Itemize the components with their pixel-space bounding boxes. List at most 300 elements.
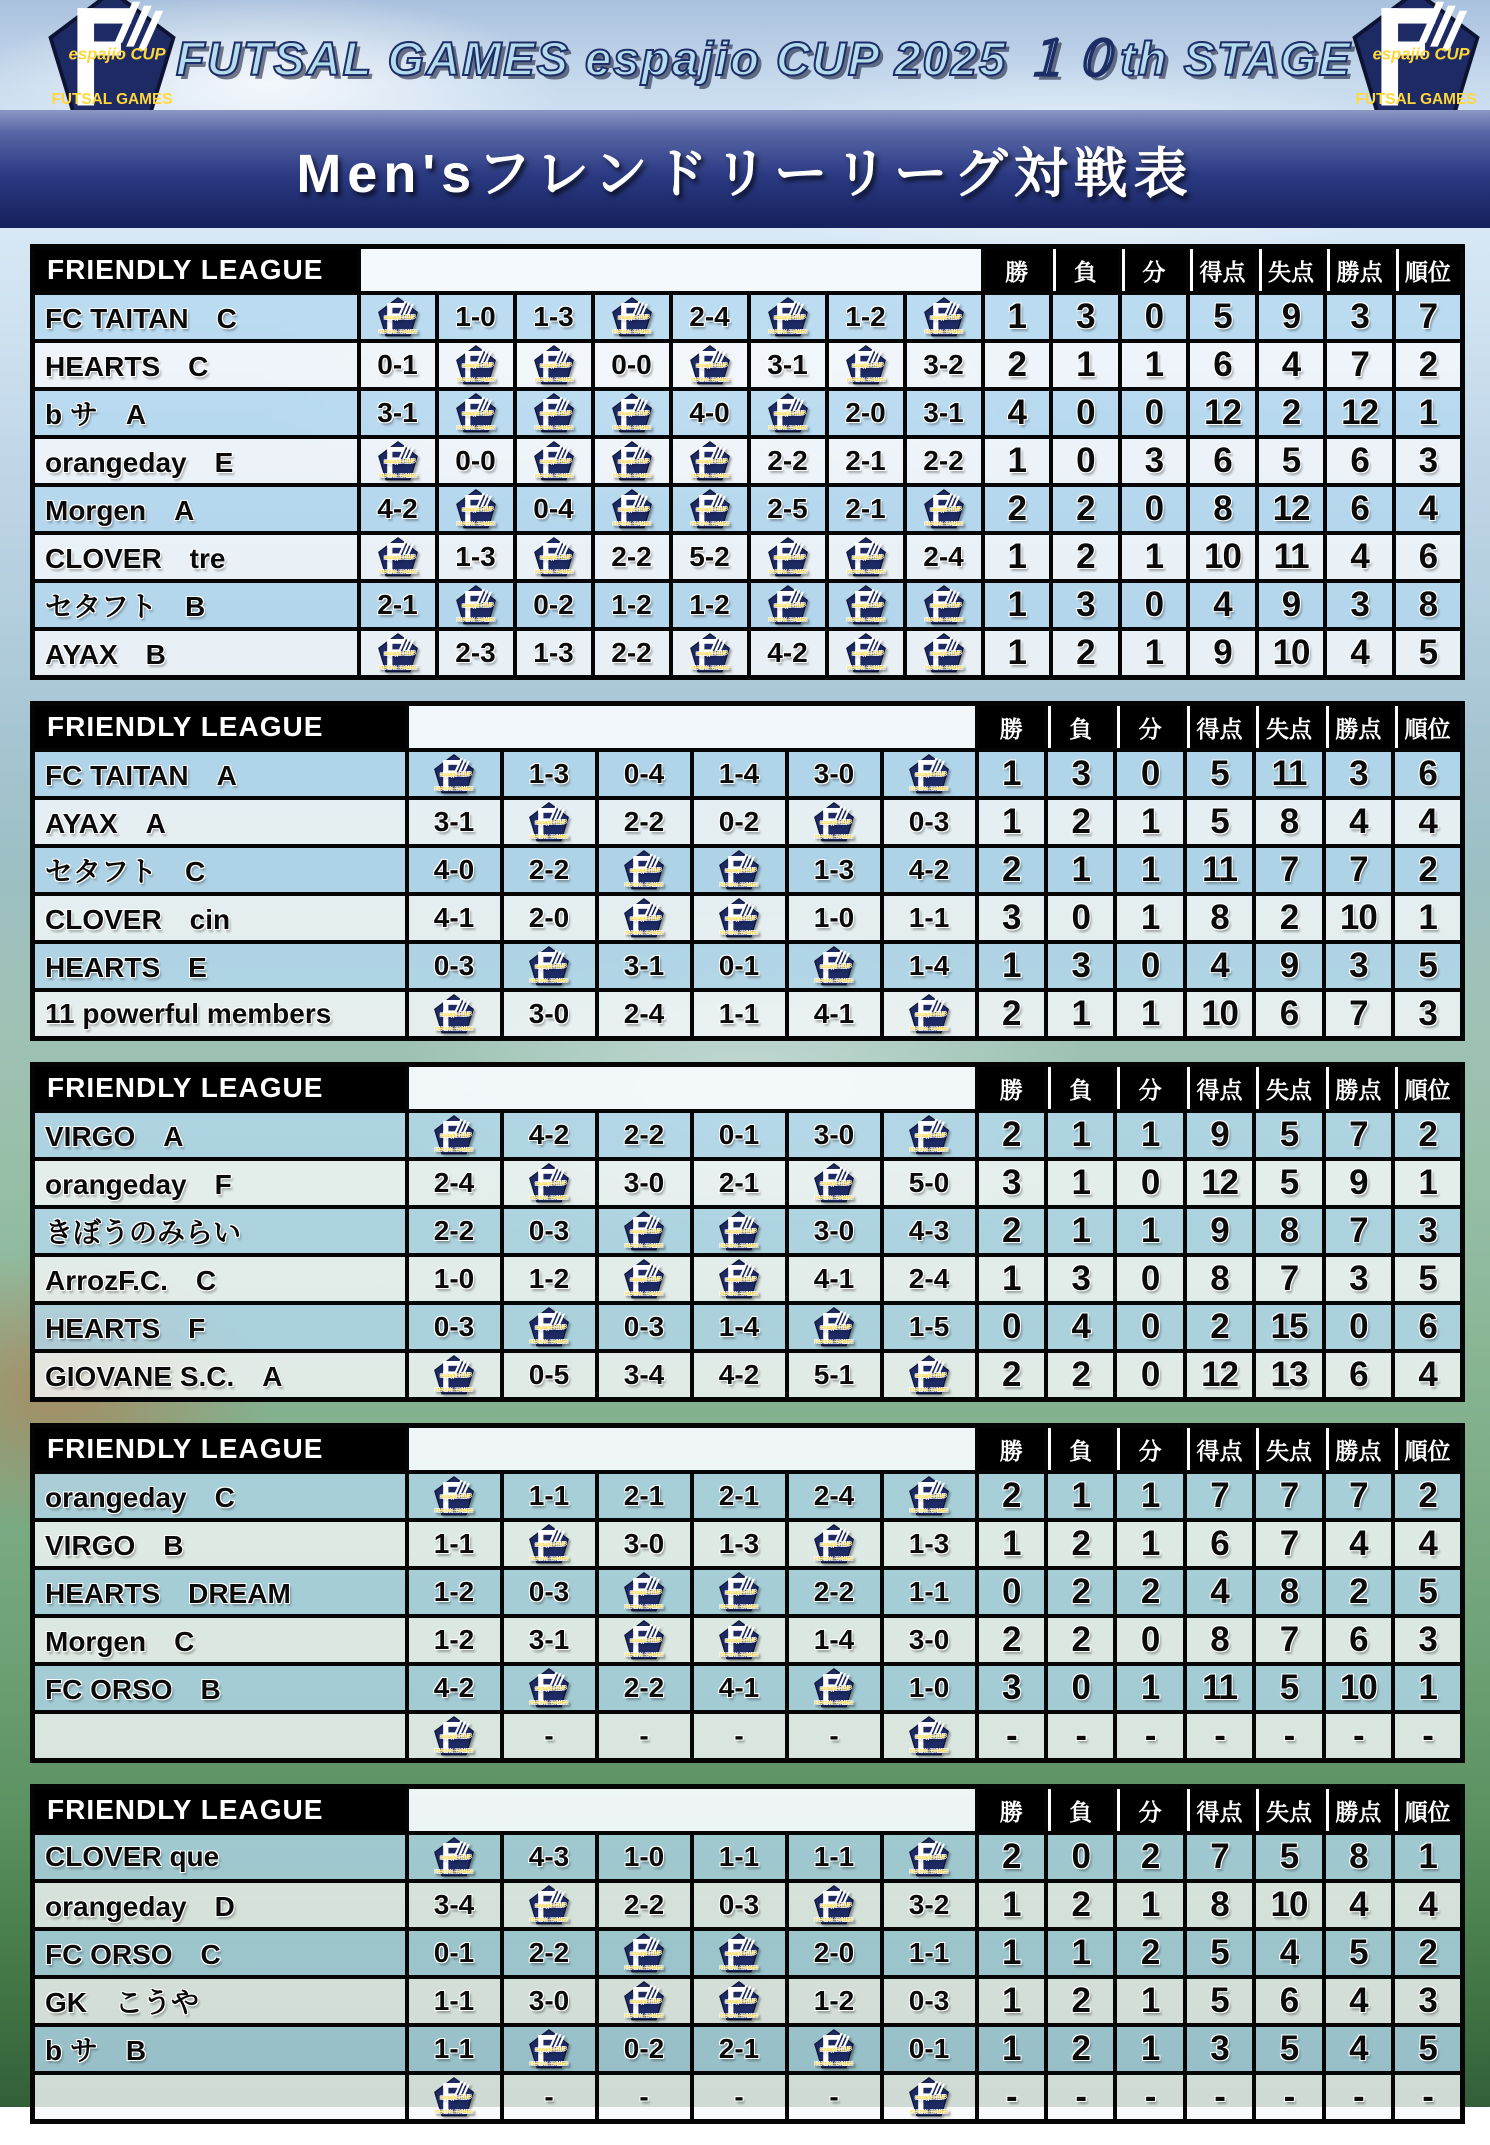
stat-cell: 2 (1257, 389, 1326, 437)
stat-header: 得点 (1185, 1065, 1254, 1112)
stat-header: 勝点 (1325, 247, 1394, 294)
stat-cell: 5 (1393, 942, 1462, 990)
match-logo-cell (827, 533, 905, 581)
match-score-cell: 3-0 (597, 1159, 692, 1207)
match-score-cell: 1-2 (407, 1616, 502, 1664)
match-logo-cell (905, 629, 983, 678)
svg-text:FUTSAL GAMES: FUTSAL GAMES (378, 570, 417, 575)
match-score-cell: 2-2 (502, 846, 597, 894)
team-row (33, 389, 1463, 437)
stat-header: 勝点 (1324, 1787, 1393, 1834)
stat-cell: 7 (1185, 1472, 1254, 1520)
svg-text:FUTSAL GAMES: FUTSAL GAMES (625, 1605, 663, 1610)
team-row (33, 1712, 1463, 1761)
espajio-cup-logo-icon (612, 393, 652, 433)
match-logo-cell (905, 485, 983, 533)
match-logo-cell (692, 1207, 787, 1255)
stat-cell: 1 (1115, 990, 1184, 1039)
match-score-cell: 4-1 (407, 894, 502, 942)
match-score-cell: 1-1 (407, 2025, 502, 2073)
svg-text:FUTSAL GAMES: FUTSAL GAMES (720, 1966, 758, 1971)
match-score-cell: 2-1 (692, 1159, 787, 1207)
stat-header: 失点 (1254, 1787, 1323, 1834)
stat-cell: 2 (1046, 1520, 1115, 1568)
match-score-cell: 1-5 (882, 1303, 977, 1351)
stat-cell: 3 (1324, 1255, 1393, 1303)
stat-cell: 1 (1046, 1207, 1115, 1255)
table-header-row (33, 1065, 1463, 1112)
stat-cell: 2 (977, 1833, 1046, 1881)
match-logo-cell (593, 485, 671, 533)
svg-text:FUTSAL GAMES: FUTSAL GAMES (530, 1340, 568, 1345)
match-score-cell: 1-2 (671, 581, 749, 629)
match-logo-cell (407, 1351, 502, 1400)
stat-cell: 12 (1325, 389, 1394, 437)
svg-text:espajio CUP: espajio CUP (630, 1590, 661, 1596)
match-score-cell: 2-1 (692, 1472, 787, 1520)
match-logo-cell (692, 894, 787, 942)
stat-cell: 10 (1254, 1881, 1323, 1929)
stat-cell: 4 (1185, 942, 1254, 990)
stat-cell: 5 (1257, 437, 1326, 485)
match-logo-cell (502, 1159, 597, 1207)
stat-header: 順位 (1393, 1065, 1462, 1112)
espajio-cup-logo-icon (624, 1620, 664, 1660)
team-name-cell: HEARTS DREAM (33, 1568, 407, 1616)
espajio-cup-logo-icon (909, 754, 949, 794)
espajio-cup-logo-icon (846, 585, 886, 625)
match-logo-cell (597, 1568, 692, 1616)
team-row (33, 1207, 1463, 1255)
stat-cell: 5 (1254, 1664, 1323, 1712)
team-name-cell: orangeday E (33, 437, 359, 485)
team-row (33, 485, 1463, 533)
espajio-cup-logo-icon (768, 585, 808, 625)
stat-cell: 1 (1046, 1929, 1115, 1977)
stat-cell: 3 (1393, 1616, 1462, 1664)
stat-cell: 8 (1254, 1207, 1323, 1255)
match-score-cell: 1-1 (882, 1929, 977, 1977)
svg-text:FUTSAL GAMES: FUTSAL GAMES (924, 618, 963, 623)
match-score-cell: - (787, 1712, 882, 1761)
svg-text:espajio CUP: espajio CUP (851, 603, 883, 609)
svg-text:espajio CUP: espajio CUP (851, 651, 883, 657)
league-table (30, 1062, 1465, 1402)
match-score-cell: 2-2 (597, 1664, 692, 1712)
espajio-cup-logo-icon (434, 2077, 474, 2117)
match-logo-cell (407, 750, 502, 798)
match-score-cell: 4-1 (692, 1664, 787, 1712)
team-name-cell: GIOVANE S.C. A (33, 1351, 407, 1400)
stat-cell: 1 (1115, 1664, 1184, 1712)
stat-header: 順位 (1393, 1426, 1462, 1473)
espajio-cup-logo-icon (612, 489, 652, 529)
match-score-cell: 3-0 (597, 1520, 692, 1568)
stat-cell: 11 (1257, 533, 1326, 581)
espajio-cup-logo-icon (624, 898, 664, 938)
stat-cell: - (977, 1712, 1046, 1761)
match-logo-cell (407, 990, 502, 1039)
stat-cell: 0 (1120, 485, 1189, 533)
match-logo-cell (407, 2073, 502, 2122)
match-score-cell: 0-0 (437, 437, 515, 485)
match-logo-cell (787, 1520, 882, 1568)
svg-text:FUTSAL GAMES: FUTSAL GAMES (720, 883, 758, 888)
svg-text:espajio CUP: espajio CUP (535, 2047, 566, 2053)
svg-text:FUTSAL GAMES: FUTSAL GAMES (456, 618, 495, 623)
svg-text:FUTSAL GAMES: FUTSAL GAMES (435, 1388, 473, 1393)
stat-cell: 4 (1325, 629, 1394, 678)
stat-cell: 1 (977, 1929, 1046, 1977)
match-logo-cell (787, 942, 882, 990)
match-logo-cell (827, 581, 905, 629)
stat-cell: 6 (1185, 1520, 1254, 1568)
espajio-cup-logo-icon (909, 994, 949, 1034)
stat-cell: 8 (1185, 1255, 1254, 1303)
espajio-cup-logo-icon (719, 1211, 759, 1251)
stat-header: 負 (1051, 247, 1120, 294)
stat-cell: 3 (1393, 990, 1462, 1039)
stat-header: 失点 (1254, 704, 1323, 751)
espajio-cup-logo-icon (768, 297, 808, 337)
stat-header: 失点 (1257, 247, 1326, 294)
svg-text:FUTSAL GAMES: FUTSAL GAMES (815, 835, 853, 840)
team-row (33, 1568, 1463, 1616)
stat-cell: 8 (1324, 1833, 1393, 1881)
stat-cell: 1 (1115, 1520, 1184, 1568)
team-row (33, 1833, 1463, 1881)
espajio-cup-logo-icon (719, 850, 759, 890)
match-score-cell: 2-4 (882, 1255, 977, 1303)
espajio-cup-logo-icon (846, 633, 886, 673)
match-logo-cell (597, 894, 692, 942)
match-score-cell: 2-1 (359, 581, 437, 629)
stat-header: 得点 (1185, 1426, 1254, 1473)
svg-text:FUTSAL GAMES: FUTSAL GAMES (910, 1509, 948, 1514)
match-logo-cell (905, 581, 983, 629)
svg-text:FUTSAL GAMES: FUTSAL GAMES (625, 1653, 663, 1658)
match-score-cell: 1-3 (787, 846, 882, 894)
match-score-cell: 2-1 (597, 1472, 692, 1520)
stat-cell: - (1393, 2073, 1462, 2122)
svg-text:espajio CUP: espajio CUP (929, 507, 961, 513)
team-name-cell: 11 powerful members (33, 990, 407, 1039)
espajio-cup-logo-icon (378, 297, 418, 337)
team-row (33, 1255, 1463, 1303)
espajio-cup-logo-icon (434, 1115, 474, 1155)
stat-cell: 4 (1188, 581, 1257, 629)
espajio-cup-logo-icon (612, 297, 652, 337)
stat-cell: 8 (1394, 581, 1463, 629)
espajio-cup-logo-icon (534, 393, 574, 433)
team-name-cell: CLOVER que (33, 1833, 407, 1881)
stat-cell: 0 (1115, 1255, 1184, 1303)
match-score-cell: 0-3 (882, 798, 977, 846)
svg-text:FUTSAL GAMES: FUTSAL GAMES (612, 522, 651, 527)
stat-cell: 6 (1324, 1351, 1393, 1400)
svg-text:FUTSAL GAMES: FUTSAL GAMES (51, 90, 173, 108)
league-table (30, 244, 1465, 680)
team-name-cell: HEARTS F (33, 1303, 407, 1351)
stat-cell: 1 (977, 1255, 1046, 1303)
svg-text:espajio CUP: espajio CUP (915, 1494, 946, 1500)
stat-cell: 0 (1046, 894, 1115, 942)
match-logo-cell (882, 1351, 977, 1400)
svg-text:FUTSAL GAMES: FUTSAL GAMES (435, 1749, 473, 1754)
stat-cell: 9 (1257, 293, 1326, 341)
espajio-cup-logo-icon (529, 1524, 569, 1564)
svg-text:FUTSAL GAMES: FUTSAL GAMES (690, 666, 729, 671)
team-row (33, 293, 1463, 341)
match-score-cell: 4-1 (787, 1255, 882, 1303)
stat-cell: 2 (977, 846, 1046, 894)
svg-text:espajio CUP: espajio CUP (773, 555, 805, 561)
stat-cell: 11 (1185, 1664, 1254, 1712)
stat-cell: 5 (1254, 2025, 1323, 2073)
page-title: FUTSAL GAMES espajio CUP 2025 １０th STAGE (176, 31, 1352, 85)
svg-text:FUTSAL GAMES: FUTSAL GAMES (910, 1027, 948, 1032)
stat-cell: - (1393, 1712, 1462, 1761)
match-score-cell: 2-4 (905, 533, 983, 581)
stat-cell: 1 (983, 533, 1052, 581)
stat-cell: 2 (1046, 1616, 1115, 1664)
match-logo-cell (359, 533, 437, 581)
match-score-cell: 1-0 (882, 1664, 977, 1712)
svg-text:espajio CUP: espajio CUP (915, 1373, 946, 1379)
match-logo-cell (749, 533, 827, 581)
stat-cell: 0 (1115, 1303, 1184, 1351)
svg-text:espajio CUP: espajio CUP (725, 1638, 756, 1644)
team-name-cell: Morgen C (33, 1616, 407, 1664)
match-logo-cell (502, 1664, 597, 1712)
stat-cell: 1 (1120, 629, 1189, 678)
svg-text:espajio CUP: espajio CUP (535, 1181, 566, 1187)
match-score-cell: 1-0 (437, 293, 515, 341)
svg-text:espajio CUP: espajio CUP (383, 651, 415, 657)
match-score-cell: 3-0 (882, 1616, 977, 1664)
team-row (33, 798, 1463, 846)
match-logo-cell (437, 581, 515, 629)
stat-cell: 5 (1254, 1159, 1323, 1207)
svg-text:espajio CUP: espajio CUP (725, 1277, 756, 1283)
espajio-cup-logo-icon (814, 1307, 854, 1347)
match-score-cell: 1-1 (407, 1977, 502, 2025)
svg-text:espajio CUP: espajio CUP (915, 1855, 946, 1861)
stat-cell: 1 (1115, 1881, 1184, 1929)
stat-cell: 1 (977, 942, 1046, 990)
match-score-cell: 2-2 (787, 1568, 882, 1616)
svg-text:espajio CUP: espajio CUP (535, 1542, 566, 1548)
stat-cell: 1 (1393, 1159, 1462, 1207)
match-score-cell: 3-2 (905, 341, 983, 389)
stat-cell: 10 (1324, 894, 1393, 942)
match-score-cell: 0-3 (502, 1568, 597, 1616)
stat-cell: 6 (1325, 485, 1394, 533)
stat-cell: 12 (1185, 1159, 1254, 1207)
stat-cell: 1 (1115, 798, 1184, 846)
svg-text:espajio CUP: espajio CUP (617, 315, 649, 321)
match-score-cell: 3-1 (597, 942, 692, 990)
stat-cell: 1 (983, 293, 1052, 341)
stat-cell: 12 (1257, 485, 1326, 533)
svg-text:FUTSAL GAMES: FUTSAL GAMES (910, 2110, 948, 2115)
svg-text:espajio CUP: espajio CUP (617, 507, 649, 513)
svg-text:FUTSAL GAMES: FUTSAL GAMES (768, 570, 807, 575)
svg-text:espajio CUP: espajio CUP (725, 868, 756, 874)
match-logo-cell (692, 1568, 787, 1616)
espajio-cup-logo-icon (378, 537, 418, 577)
league-label: FRIENDLY LEAGUE (33, 1426, 407, 1473)
svg-text:espajio CUP: espajio CUP (820, 820, 851, 826)
svg-text:FUTSAL GAMES: FUTSAL GAMES (625, 883, 663, 888)
stat-cell: 4 (1393, 1351, 1462, 1400)
svg-text:FUTSAL GAMES: FUTSAL GAMES (720, 1292, 758, 1297)
espajio-cup-logo-icon (924, 489, 964, 529)
stat-cell: 0 (1115, 942, 1184, 990)
svg-text:FUTSAL GAMES: FUTSAL GAMES (530, 835, 568, 840)
stat-cell: 1 (977, 1520, 1046, 1568)
match-score-cell: 0-4 (515, 485, 593, 533)
svg-text:espajio CUP: espajio CUP (725, 1590, 756, 1596)
league-table (30, 1784, 1465, 2124)
team-row (33, 1111, 1463, 1159)
svg-text:espajio CUP: espajio CUP (535, 820, 566, 826)
match-score-cell: 2-1 (827, 437, 905, 485)
match-logo-cell (882, 2073, 977, 2122)
team-row (33, 1472, 1463, 1520)
match-logo-cell (692, 846, 787, 894)
team-row (33, 750, 1463, 798)
stat-cell: 7 (1254, 1472, 1323, 1520)
match-score-cell: 1-3 (437, 533, 515, 581)
match-score-cell: 0-0 (593, 341, 671, 389)
svg-text:FUTSAL GAMES: FUTSAL GAMES (456, 522, 495, 527)
stat-cell: 6 (1254, 990, 1323, 1039)
svg-text:FUTSAL GAMES: FUTSAL GAMES (378, 666, 417, 671)
stat-cell: 12 (1185, 1351, 1254, 1400)
team-name-cell: b サ B (33, 2025, 407, 2073)
svg-text:espajio CUP: espajio CUP (440, 1494, 471, 1500)
espajio-cup-logo-icon (846, 345, 886, 385)
stat-cell: 7 (1324, 1111, 1393, 1159)
match-score-cell: 2-2 (407, 1207, 502, 1255)
stat-cell: 0 (1051, 437, 1120, 485)
stat-cell: 5 (1185, 1929, 1254, 1977)
stat-header: 負 (1046, 704, 1115, 751)
match-logo-cell (593, 437, 671, 485)
match-score-cell: 2-2 (502, 1929, 597, 1977)
stat-cell: 4 (1325, 533, 1394, 581)
svg-text:espajio CUP: espajio CUP (539, 363, 571, 369)
stat-cell: 1 (977, 2025, 1046, 2073)
espajio-cup-logo-icon (529, 2029, 569, 2069)
stat-header: 勝 (977, 1426, 1046, 1473)
stat-cell: 2 (977, 1351, 1046, 1400)
match-score-cell: 2-2 (597, 798, 692, 846)
svg-text:espajio CUP: espajio CUP (617, 411, 649, 417)
banner-title: Men'sフレンドリーリーグ対戦表 (296, 143, 1194, 204)
svg-text:espajio CUP: espajio CUP (915, 772, 946, 778)
stat-cell: 3 (977, 1159, 1046, 1207)
team-name-cell: ArrozF.C. C (33, 1255, 407, 1303)
svg-text:espajio CUP: espajio CUP (440, 1012, 471, 1018)
espajio-cup-logo-icon (814, 802, 854, 842)
stat-cell: 1 (977, 1881, 1046, 1929)
espajio-cup-logo-icon (719, 1933, 759, 1973)
match-logo-cell (502, 2025, 597, 2073)
match-score-cell: - (502, 1712, 597, 1761)
team-name-cell: CLOVER cin (33, 894, 407, 942)
match-score-cell: 4-3 (502, 1833, 597, 1881)
stat-cell: 3 (1046, 1255, 1115, 1303)
stat-cell: 2 (983, 341, 1052, 389)
match-logo-cell (502, 1303, 597, 1351)
stat-cell: 5 (1188, 293, 1257, 341)
match-score-cell: 3-2 (882, 1881, 977, 1929)
svg-text:FUTSAL GAMES: FUTSAL GAMES (435, 1148, 473, 1153)
team-row (33, 341, 1463, 389)
stat-cell: 2 (1046, 1977, 1115, 2025)
espajio-cup-logo-icon (434, 1716, 474, 1756)
svg-text:espajio CUP: espajio CUP (630, 1277, 661, 1283)
svg-text:FUTSAL GAMES: FUTSAL GAMES (910, 1870, 948, 1875)
match-logo-cell (882, 1472, 977, 1520)
match-logo-cell (827, 629, 905, 678)
stat-cell: 4 (983, 389, 1052, 437)
svg-text:FUTSAL GAMES: FUTSAL GAMES (530, 979, 568, 984)
stat-cell: 2 (1051, 485, 1120, 533)
svg-text:espajio CUP: espajio CUP (695, 507, 727, 513)
team-name-cell: きぼうのみらい (33, 1207, 407, 1255)
stat-header: 失点 (1254, 1065, 1323, 1112)
svg-text:FUTSAL GAMES: FUTSAL GAMES (768, 330, 807, 335)
stat-header: 分 (1115, 1787, 1184, 1834)
stat-cell: 7 (1254, 1616, 1323, 1664)
stat-cell: 2 (977, 1616, 1046, 1664)
stat-cell: 3 (1393, 1977, 1462, 2025)
svg-text:FUTSAL GAMES: FUTSAL GAMES (435, 1870, 473, 1875)
team-name-cell: Morgen A (33, 485, 359, 533)
svg-text:FUTSAL GAMES: FUTSAL GAMES (846, 618, 885, 623)
svg-text:espajio CUP: espajio CUP (440, 1133, 471, 1139)
svg-text:FUTSAL GAMES: FUTSAL GAMES (612, 330, 651, 335)
stat-cell: 11 (1185, 846, 1254, 894)
stat-cell: - (1115, 1712, 1184, 1761)
svg-text:FUTSAL GAMES: FUTSAL GAMES (720, 1653, 758, 1658)
svg-text:FUTSAL GAMES: FUTSAL GAMES (378, 474, 417, 479)
team-name-cell: orangeday C (33, 1472, 407, 1520)
svg-text:espajio CUP: espajio CUP (1372, 43, 1470, 63)
svg-text:espajio CUP: espajio CUP (535, 1686, 566, 1692)
team-name-cell: AYAX A (33, 798, 407, 846)
svg-text:FUTSAL GAMES: FUTSAL GAMES (815, 1196, 853, 1201)
espajio-cup-logo-icon (690, 441, 730, 481)
espajio-cup-logo-icon (719, 1259, 759, 1299)
svg-text:FUTSAL GAMES: FUTSAL GAMES (625, 1292, 663, 1297)
match-score-cell: 4-0 (407, 846, 502, 894)
blank-header (359, 247, 983, 294)
match-score-cell: 0-3 (502, 1207, 597, 1255)
espajio-cup-logo-icon (434, 754, 474, 794)
stat-cell: - (1254, 1712, 1323, 1761)
match-score-cell: 2-0 (787, 1929, 882, 1977)
svg-text:espajio CUP: espajio CUP (383, 459, 415, 465)
svg-text:FUTSAL GAMES: FUTSAL GAMES (690, 378, 729, 383)
match-score-cell: 4-2 (502, 1111, 597, 1159)
stat-cell: 3 (1393, 1207, 1462, 1255)
svg-text:espajio CUP: espajio CUP (773, 603, 805, 609)
svg-text:FUTSAL GAMES: FUTSAL GAMES (690, 474, 729, 479)
